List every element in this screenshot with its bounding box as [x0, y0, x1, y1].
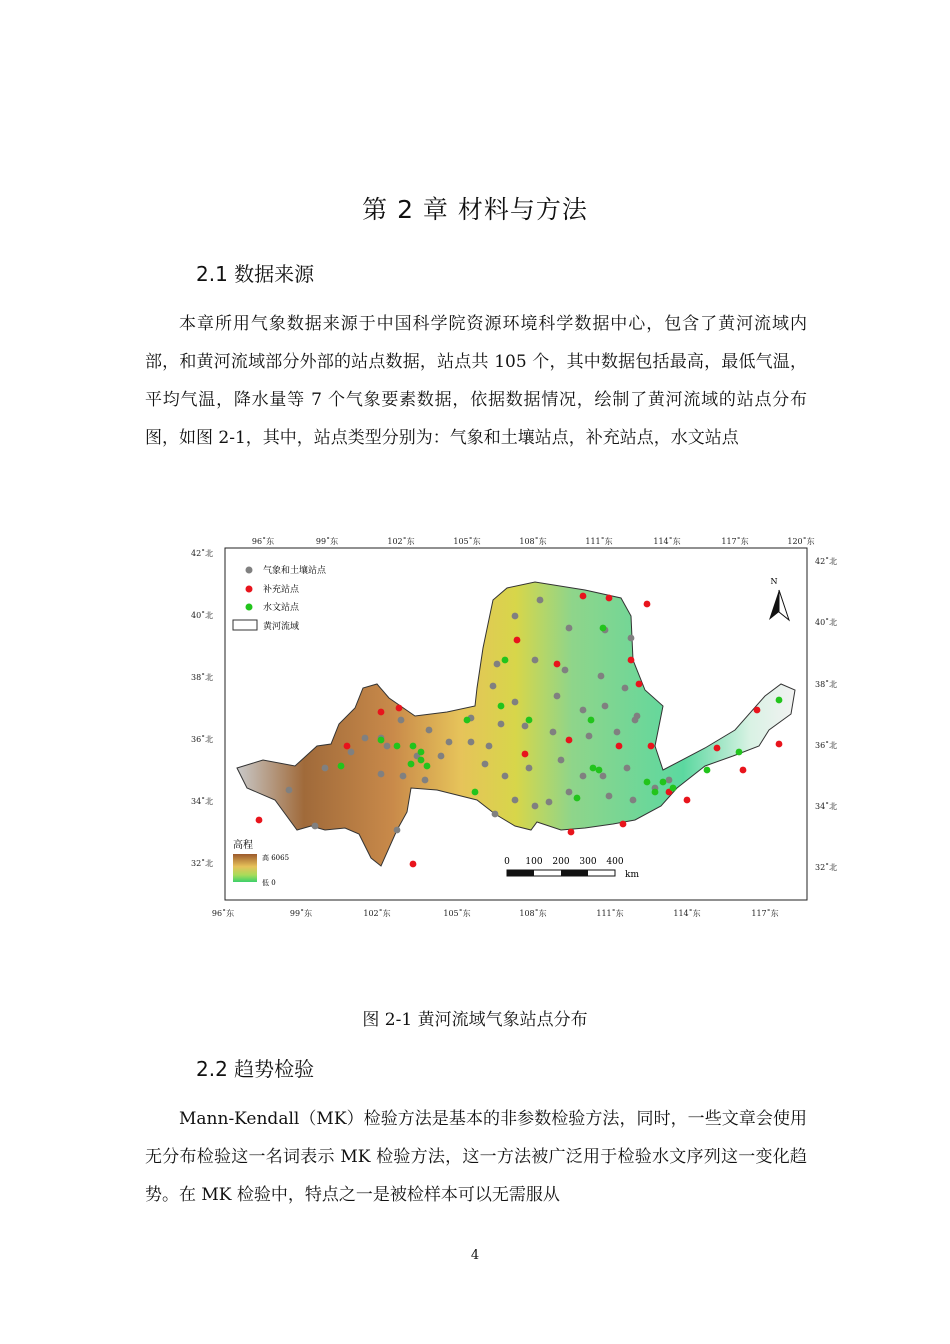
left-axis-label: 34˚北 — [191, 797, 214, 806]
supplement-station-marker — [580, 593, 587, 600]
meteo-station-marker — [586, 733, 593, 740]
meteo-station-marker — [614, 729, 621, 736]
top-axis-label: 105˚东 — [453, 537, 481, 546]
hydro-station-marker — [596, 767, 603, 774]
left-axis-label: 38˚北 — [191, 673, 214, 682]
elevation-title: 高程 — [233, 840, 253, 851]
supplement-station-marker — [344, 743, 351, 750]
section-2-1-paragraph: 本章所用气象数据来源于中国科学院资源环境科学数据中心，包含了黄河流域内部，和黄河流域部分外部的站点数据，站点共 105 个，其中数据包括最高，最低气温，平均气温，降水量等 7 个气象要素数据，依据数据情况，绘制了黄河流域的站点分布图，如图 2-1，其中，站点类型分别为：气象和土壤站点，补充站点，水文站点 — [145, 314, 807, 448]
meteo-station-marker — [384, 743, 391, 750]
scale-tick-200: 200 — [552, 857, 570, 867]
meteo-station-marker — [602, 703, 609, 710]
supplement-station-marker — [554, 661, 561, 668]
meteo-station-marker — [522, 723, 529, 730]
meteo-station-marker — [400, 773, 407, 780]
hydro-station-marker — [472, 789, 479, 796]
hydro-station-marker — [526, 717, 533, 724]
meteo-station-marker — [566, 789, 573, 796]
elevation-high-label: 高 6065 — [262, 854, 290, 862]
bottom-axis-label: 102˚东 — [363, 909, 391, 918]
meteo-station-marker — [600, 773, 607, 780]
hydro-station-marker — [378, 737, 385, 744]
legend-supplement-marker — [246, 586, 253, 593]
left-axis-label: 32˚北 — [191, 859, 214, 868]
right-axis-label: 36˚北 — [815, 741, 838, 750]
right-axis-label: 32˚北 — [815, 863, 838, 872]
hydro-station-marker — [704, 767, 711, 774]
page-number: 4 — [470, 1248, 480, 1263]
elevation-low-label: 低 0 — [262, 879, 276, 887]
elevation-color-ramp — [233, 854, 257, 882]
section-2-2-paragraph: Mann-Kendall（MK）检验方法是基本的非参数检验方法，同时，一些文章会使用无分布检验这一名词表示 MK 检验方法，这一方法被广泛用于检验水文序列这一变化趋势。在 MK 检验中，特点之一是被检样本可以无需服从 — [145, 1109, 807, 1205]
hydro-station-marker — [574, 795, 581, 802]
meteo-station-marker — [546, 799, 553, 806]
hydro-station-marker — [418, 749, 425, 756]
meteo-station-marker — [446, 739, 453, 746]
meteo-station-marker — [624, 765, 631, 772]
hydro-station-marker — [418, 757, 425, 764]
meteo-station-marker — [486, 743, 493, 750]
section-heading-2-1: 2.1 数据来源 — [196, 262, 315, 286]
meteo-station-marker — [322, 765, 329, 772]
right-axis-label: 38˚北 — [815, 680, 838, 689]
legend-meteo-label: 气象和土壤站点 — [263, 566, 327, 576]
supplement-station-marker — [754, 707, 761, 714]
left-axis-label: 40˚北 — [191, 611, 214, 620]
meteo-station-marker — [580, 707, 587, 714]
meteo-station-marker — [498, 721, 505, 728]
meteo-station-marker — [492, 811, 499, 818]
top-axis-label: 111˚东 — [585, 537, 613, 546]
right-axis-label: 42˚北 — [815, 557, 838, 566]
scale-unit: km — [625, 870, 639, 880]
meteo-station-marker — [502, 773, 509, 780]
supplement-station-marker — [566, 737, 573, 744]
bottom-axis-label: 105˚东 — [443, 909, 471, 918]
top-axis-label: 120˚东 — [787, 537, 815, 546]
meteo-station-marker — [598, 673, 605, 680]
meteo-station-marker — [438, 753, 445, 760]
supplement-station-marker — [606, 595, 613, 602]
meteo-station-marker — [562, 667, 569, 674]
meteo-station-marker — [554, 693, 561, 700]
hydro-station-marker — [394, 743, 401, 750]
figure-caption: 图 2-1 黄河流域气象站点分布 — [362, 1010, 588, 1030]
hydro-station-marker — [408, 761, 415, 768]
supplement-station-marker — [620, 821, 627, 828]
chapter-title: 第 2 章 材料与方法 — [362, 195, 588, 224]
supplement-station-marker — [410, 861, 417, 868]
meteo-station-marker — [630, 797, 637, 804]
hydro-station-marker — [588, 717, 595, 724]
meteo-station-marker — [537, 597, 544, 604]
meteo-station-marker — [426, 727, 433, 734]
hydro-station-marker — [498, 703, 505, 710]
legend-basin-label: 黄河流域 — [263, 622, 300, 632]
meteo-station-marker — [468, 739, 475, 746]
hydro-station-marker — [660, 779, 667, 786]
meteo-station-marker — [286, 787, 293, 794]
hydro-station-marker — [464, 717, 471, 724]
supplement-station-marker — [740, 767, 747, 774]
section-heading-2-2: 2.2 趋势检验 — [196, 1057, 315, 1081]
legend-hydro-label: 水文站点 — [263, 603, 300, 613]
hydro-station-marker — [424, 763, 431, 770]
meteo-station-marker — [312, 823, 319, 830]
left-axis-label: 42˚北 — [191, 549, 214, 558]
hydro-station-marker — [338, 763, 345, 770]
hydro-station-marker — [410, 743, 417, 750]
legend-hydro-marker — [246, 604, 253, 611]
bottom-axis-label: 96˚东 — [211, 909, 235, 918]
scale-tick-100: 100 — [525, 857, 543, 867]
meteo-station-marker — [512, 613, 519, 620]
supplement-station-marker — [256, 817, 263, 824]
top-axis-label: 114˚东 — [653, 537, 681, 546]
top-axis-label: 117˚东 — [721, 537, 749, 546]
meteo-station-marker — [558, 757, 565, 764]
meteo-station-marker — [666, 777, 673, 784]
meteo-station-marker — [532, 657, 539, 664]
bottom-axis-label: 111˚东 — [596, 909, 624, 918]
legend-meteo-marker — [246, 567, 253, 574]
meteo-station-marker — [628, 635, 635, 642]
supplement-station-marker — [616, 743, 623, 750]
right-axis-label: 40˚北 — [815, 618, 838, 627]
hydro-station-marker — [652, 789, 659, 796]
bottom-axis-label: 117˚东 — [751, 909, 779, 918]
supplement-station-marker — [776, 741, 783, 748]
supplement-station-marker — [714, 745, 721, 752]
supplement-station-marker — [644, 601, 651, 608]
bottom-axis-label: 99˚东 — [289, 909, 313, 918]
meteo-station-marker — [550, 729, 557, 736]
legend-basin-swatch — [233, 620, 257, 630]
hydro-station-marker — [670, 785, 677, 792]
bottom-axis-label: 114˚东 — [673, 909, 701, 918]
meteo-station-marker — [580, 773, 587, 780]
hydro-station-marker — [502, 657, 509, 664]
meteo-station-marker — [566, 625, 573, 632]
meteo-station-marker — [494, 661, 501, 668]
meteo-station-marker — [348, 749, 355, 756]
station-distribution-map — [185, 530, 838, 930]
meteo-station-marker — [622, 685, 629, 692]
hydro-station-marker — [736, 749, 743, 756]
scale-tick-300: 300 — [579, 857, 597, 867]
meteo-station-marker — [398, 717, 405, 724]
supplement-station-marker — [684, 797, 691, 804]
bottom-axis-label: 108˚东 — [519, 909, 547, 918]
top-axis-label: 96˚东 — [251, 537, 275, 546]
meteo-station-marker — [482, 761, 489, 768]
supplement-station-marker — [522, 751, 529, 758]
meteo-station-marker — [394, 827, 401, 834]
supplement-station-marker — [514, 637, 521, 644]
meteo-station-marker — [422, 777, 429, 784]
supplement-station-marker — [396, 705, 403, 712]
legend-supplement-label: 补充站点 — [263, 585, 300, 595]
right-axis-label: 34˚北 — [815, 802, 838, 811]
meteo-station-marker — [512, 797, 519, 804]
hydro-station-marker — [590, 765, 597, 772]
scale-tick-400: 400 — [606, 857, 624, 867]
meteo-station-marker — [634, 713, 641, 720]
top-axis-label: 99˚东 — [315, 537, 339, 546]
meteo-station-marker — [606, 793, 613, 800]
meteo-station-marker — [378, 771, 385, 778]
supplement-station-marker — [568, 829, 575, 836]
meteo-station-marker — [362, 735, 369, 742]
north-label: N — [770, 577, 778, 586]
meteo-station-marker — [526, 765, 533, 772]
hydro-station-marker — [600, 625, 607, 632]
top-axis-label: 102˚东 — [387, 537, 415, 546]
hydro-station-marker — [776, 697, 783, 704]
supplement-station-marker — [378, 709, 385, 716]
meteo-station-marker — [512, 699, 519, 706]
meteo-station-marker — [532, 803, 539, 810]
hydro-station-marker — [644, 779, 651, 786]
meteo-station-marker — [490, 683, 497, 690]
supplement-station-marker — [628, 657, 635, 664]
scale-tick-0: 0 — [504, 857, 510, 867]
left-axis-label: 36˚北 — [191, 735, 214, 744]
top-axis-label: 108˚东 — [519, 537, 547, 546]
supplement-station-marker — [636, 681, 643, 688]
supplement-station-marker — [648, 743, 655, 750]
